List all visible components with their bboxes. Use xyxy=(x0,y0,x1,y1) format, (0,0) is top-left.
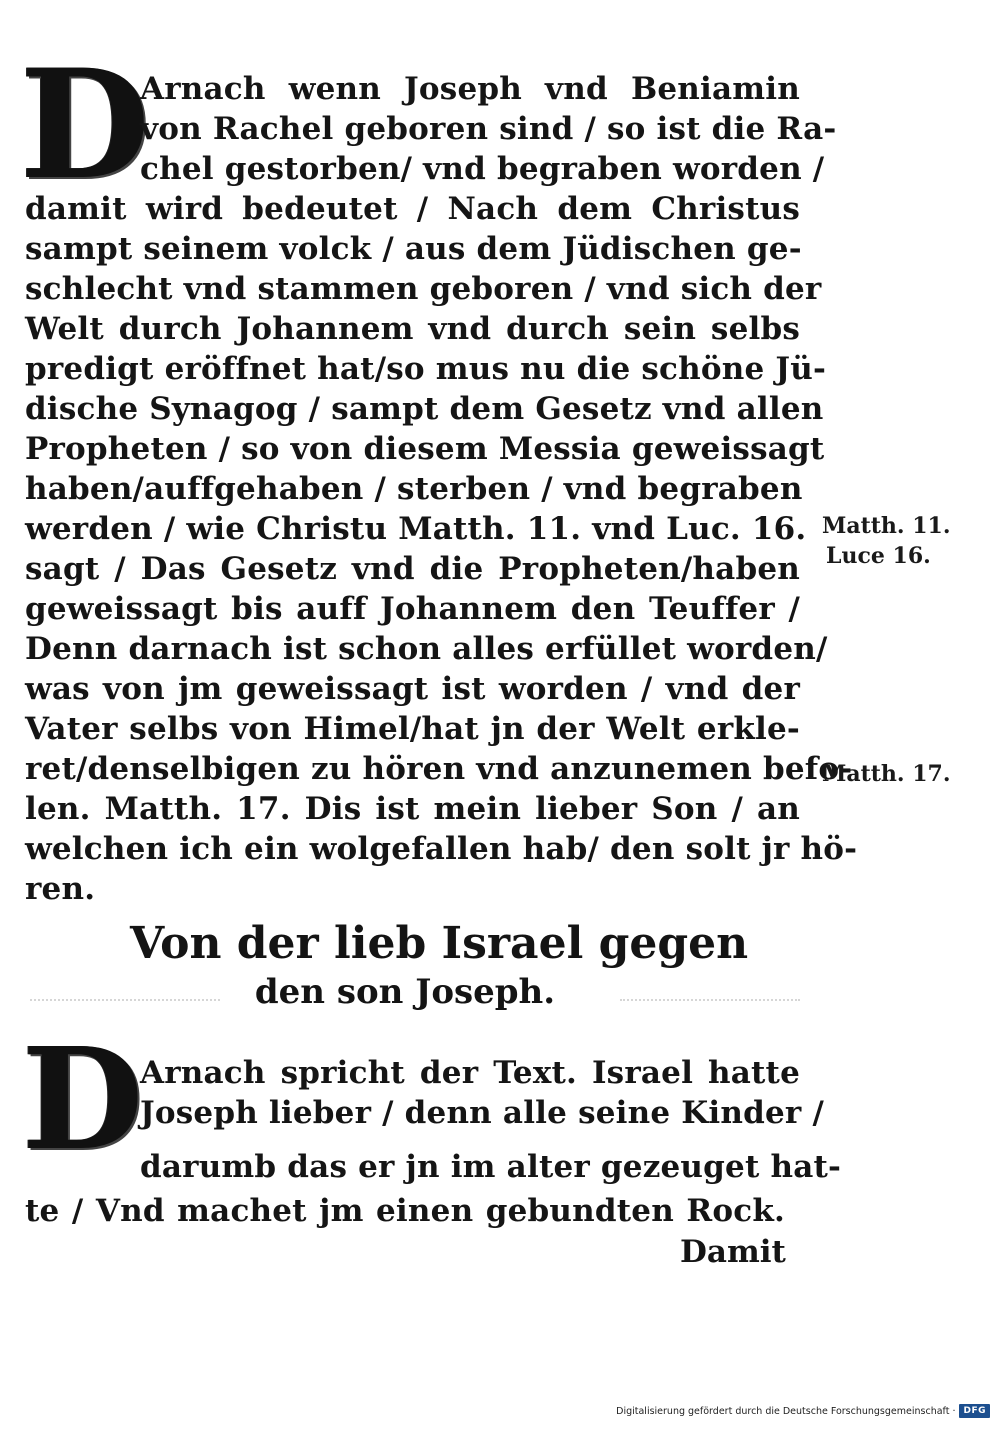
text-line: Denn darnach ist schon alles erfüllet worden/ xyxy=(25,631,828,667)
text-line: sampt seinem volck / aus dem Jüdischen ge- xyxy=(25,231,802,267)
text-line: chel gestorben/ vnd begraben worden / xyxy=(140,151,825,187)
text-line: was von jm geweissagt ist worden / vnd der xyxy=(25,671,800,707)
text-line: geweissagt bis auff Johannem den Teuffer / xyxy=(25,591,800,627)
drop-cap-initial: D xyxy=(22,1018,144,1182)
margin-note-reference: Luce 16. xyxy=(826,543,931,569)
text-line: Arnach spricht der Text. Israel hatte xyxy=(140,1055,800,1091)
text-line: Propheten / so von diesem Messia geweissagt xyxy=(25,431,825,467)
text-line: damit wird bedeutet / Nach dem Christus xyxy=(25,191,800,227)
margin-note-reference: Matth. 17. xyxy=(822,761,951,787)
text-line: sagt / Das Gesetz vnd die Propheten/haben xyxy=(25,551,800,587)
text-line: werden / wie Christu Matth. 11. vnd Luc. 16. xyxy=(25,511,807,547)
dfg-logo: DFG xyxy=(959,1404,990,1418)
section-subheading: den son Joseph. xyxy=(254,972,556,1012)
text-line: Arnach wenn Joseph vnd Beniamin xyxy=(140,71,800,107)
section-heading: Von der lieb Israel gegen xyxy=(130,918,749,969)
text-line: schlecht vnd stammen geboren / vnd sich der xyxy=(25,271,822,307)
text-line: haben/auffgehaben / sterben / vnd begraben xyxy=(25,471,803,507)
drop-cap-initial: D xyxy=(20,37,151,213)
text-line: Welt durch Johannem vnd durch sein selbs xyxy=(25,311,800,347)
text-line: len. Matth. 17. Dis ist mein lieber Son / an xyxy=(25,791,800,827)
catchword: Damit xyxy=(680,1234,786,1270)
text-line: ren. xyxy=(25,871,96,907)
text-line: ret/denselbigen zu hören vnd anzunemen befo- xyxy=(25,751,853,787)
text-line: von Rachel geboren sind / so ist die Ra- xyxy=(140,111,837,147)
text-line: welchen ich ein wolgefallen hab/ den solt jr hö- xyxy=(25,831,858,867)
text-line: dische Synagog / sampt dem Gesetz vnd allen xyxy=(25,391,824,427)
footer-credit-text: Digitalisierung gefördert durch die Deutsche Forschungsgemeinschaft · xyxy=(616,1405,956,1417)
text-line: te / Vnd machet jm einen gebundten Rock. xyxy=(25,1193,785,1229)
text-line: Joseph lieber / denn alle seine Kinder / xyxy=(140,1095,824,1131)
digitization-footer xyxy=(616,1402,990,1420)
text-line: darumb das er jn im alter gezeuget hat- xyxy=(140,1149,842,1185)
bleed-through-mark xyxy=(30,985,220,1001)
text-line: predigt eröffnet hat/so mus nu die schöne Jü- xyxy=(25,351,827,387)
margin-note-reference: Matth. 11. xyxy=(822,513,951,539)
text-line: Vater selbs von Himel/hat jn der Welt erkle- xyxy=(25,711,800,747)
bleed-through-mark xyxy=(620,985,800,1001)
